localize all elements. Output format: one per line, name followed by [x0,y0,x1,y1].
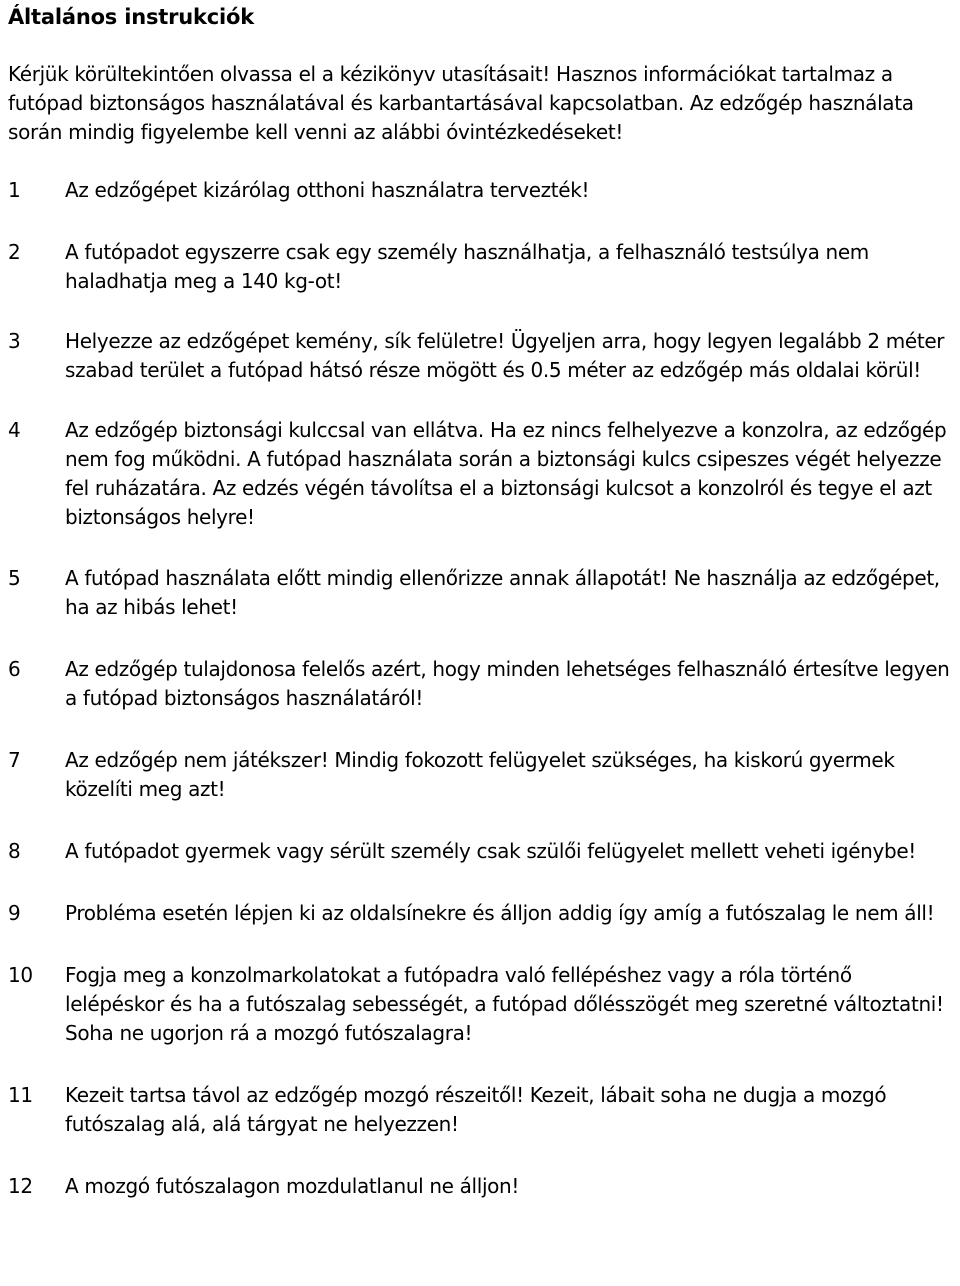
list-item-number: 10 [8,963,33,987]
safety-rules-list [8,176,956,1201]
list-item [8,416,956,532]
list-item-text: Az edzőgép tulajdonosa felelős azért, hogy minden lehetséges felhasználó értesítve legyen a futópad biztonságos használatáról! [65,657,950,710]
list-item-text: A futópad használata előtt mindig ellenőrizze annak állapotát! Ne használja az edzőgépet, ha az hibás lehet! [65,566,940,619]
list-item-number: 6 [8,657,21,681]
list-item [8,1172,956,1201]
list-item-number: 8 [8,839,21,863]
list-item [8,564,956,622]
list-item [8,746,956,804]
document-page [8,0,956,1201]
list-item-number: 2 [8,240,21,264]
list-item [8,327,956,385]
list-item-text: Az edzőgépet kizárólag otthoni használatra tervezték! [65,178,590,202]
list-item-text: Az edzőgép biztonsági kulccsal van ellátva. Ha ez nincs felhelyezve a konzolra, az edzőgép nem fog működni. A futópad használata során a biztonsági kulcs csipeszes végét helyezze fel ruházatára. Az edzés végén távolítsa el a biztonsági kulcsot a konzolról és tegye el azt biztonságos helyre! [65,418,947,529]
list-item [8,961,956,1048]
list-item-number: 4 [8,418,21,442]
list-item-text: Fogja meg a konzolmarkolatokat a futópadra való fellépéshez vagy a róla történő lelépéskor és ha a futószalag sebességét, a futópad dőlésszögét meg szeretné változtatni! Soha ne ugorjon rá a mozgó futószalagra! [65,963,944,1045]
list-item-number: 7 [8,748,21,772]
list-item-number: 5 [8,566,21,590]
list-item-text: Az edzőgép nem játékszer! Mindig fokozott felügyelet szükséges, ha kiskorú gyermek közelíti meg azt! [65,748,895,801]
list-item-text: Probléma esetén lépjen ki az oldalsínekre és álljon addig így amíg a futószalag le nem áll! [65,901,935,925]
list-item-number: 1 [8,178,21,202]
list-item [8,837,956,866]
list-item [8,176,956,205]
list-item [8,238,956,296]
list-item-text: A futópadot egyszerre csak egy személy használhatja, a felhasználó testsúlya nem haladhatja meg a 140 kg-ot! [65,240,869,293]
page-title: Általános instrukciók [8,5,255,29]
list-item [8,655,956,713]
list-item-text: A mozgó futószalagon mozdulatlanul ne álljon! [65,1174,520,1198]
list-item-text: Kezeit tartsa távol az edzőgép mozgó részeitől! Kezeit, lábait soha ne dugja a mozgó futószalag alá, alá tárgyat ne helyezzen! [65,1083,887,1136]
list-item [8,899,956,928]
list-item [8,1081,956,1139]
list-item-number: 9 [8,901,21,925]
intro-paragraph: Kérjük körültekintően olvassa el a kézikönyv utasításait! Hasznos információkat tartalmaz a futópad biztonságos használatával és karbantartásával kapcsolatban. Az edzőgép használata során mindig figyelembe kell venni az alábbi óvintézkedéseket! [8,62,914,144]
list-item-number: 3 [8,329,21,353]
list-item-text: A futópadot gyermek vagy sérült személy csak szülői felügyelet mellett veheti igénybe! [65,839,916,863]
list-item-text: Helyezze az edzőgépet kemény, sík felületre! Ügyeljen arra, hogy legyen legalább 2 méter szabad terület a futópad hátsó része mögött és 0.5 méter az edzőgép más oldalai körül! [65,329,945,382]
list-item-number: 11 [8,1083,33,1107]
list-item-number: 12 [8,1174,33,1198]
